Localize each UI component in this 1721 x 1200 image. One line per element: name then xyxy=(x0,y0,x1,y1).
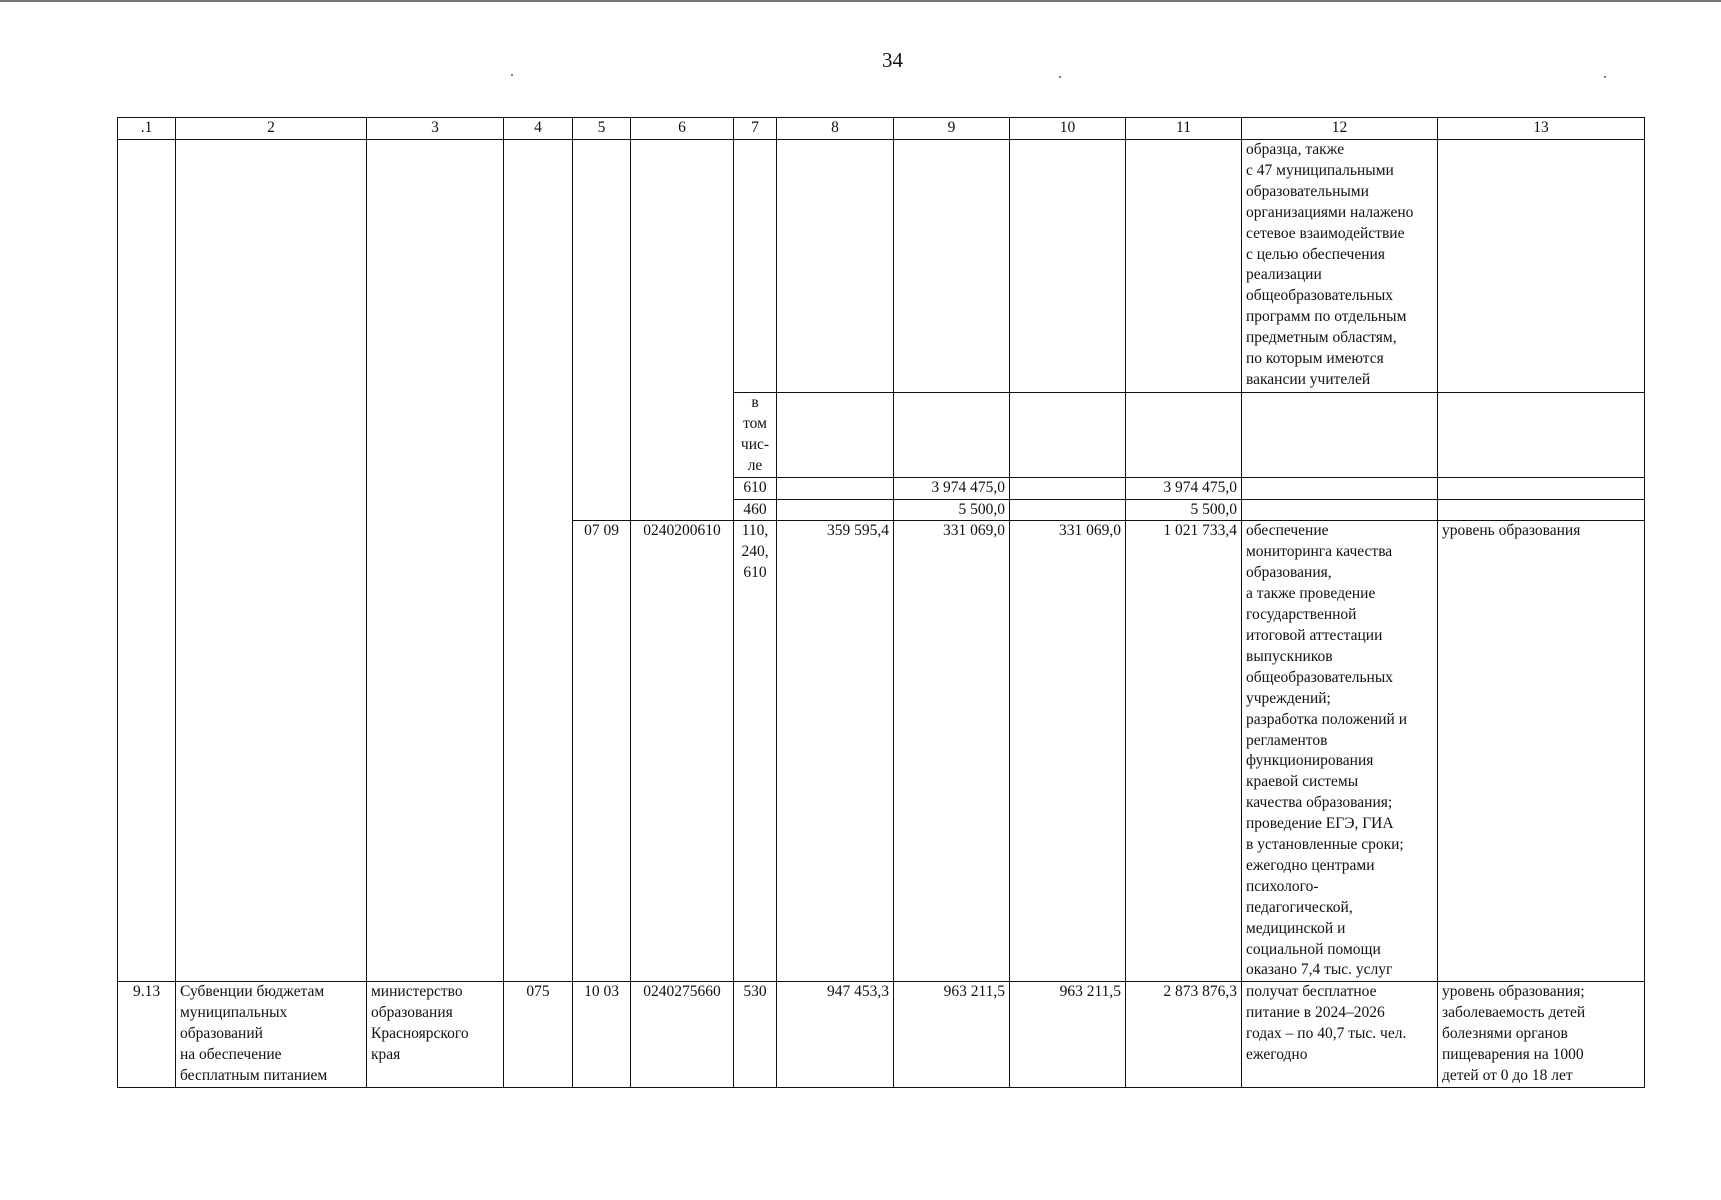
in-that-number-label: в том чис- ле xyxy=(734,393,777,478)
cell-c12 xyxy=(1242,477,1438,499)
cell-c10 xyxy=(1010,140,1126,393)
cell-c8: 359 595,4 xyxy=(777,521,894,982)
header-cell: 4 xyxy=(504,118,573,140)
cell-c12 xyxy=(1242,393,1438,478)
table-header-row xyxy=(118,118,1645,140)
cell-c9 xyxy=(894,140,1010,393)
cell-c4: 075 xyxy=(504,982,573,1088)
cell-c10 xyxy=(1010,477,1126,499)
continuation-note: образца, также с 47 муниципальными образовательными организациями налажено сетевое взаимодействие с целью обеспечения реализации общеобразовательных программ по отдельным предметным областям, по которым имеются вакансии учителей xyxy=(1242,140,1438,393)
cell-c13 xyxy=(1438,393,1645,478)
cell-c9: 3 974 475,0 xyxy=(894,477,1010,499)
header-cell: 12 xyxy=(1242,118,1438,140)
cell-c9 xyxy=(894,393,1010,478)
scan-speck xyxy=(1604,76,1606,78)
header-cell: .1 xyxy=(118,118,176,140)
cell-c11: 1 021 733,4 xyxy=(1126,521,1242,982)
cell-c7: 460 xyxy=(734,499,777,521)
cell-c5 xyxy=(573,140,631,521)
cell-c9: 331 069,0 xyxy=(894,521,1010,982)
indicator-cell: уровень образования; заболеваемость детей болезнями органов пищеварения на 1000 детей от 0 до 18 лет xyxy=(1438,982,1645,1088)
cell-c12 xyxy=(1242,499,1438,521)
cell-c5: 07 09 xyxy=(573,521,631,982)
cell-c11 xyxy=(1126,393,1242,478)
cell-c7 xyxy=(734,140,777,393)
cell-c7: 110, 240, 610 xyxy=(734,521,777,982)
cell-c8: 947 453,3 xyxy=(777,982,894,1088)
header-cell: 3 xyxy=(367,118,504,140)
cell-c8 xyxy=(777,393,894,478)
cell-c11 xyxy=(1126,140,1242,393)
header-cell: 10 xyxy=(1010,118,1126,140)
cell-c2 xyxy=(176,140,367,982)
result-description: обеспечение мониторинга качества образования, а также проведение государственной итоговой аттестации выпускников общеобразовательных учреждений; разработка положений и регламентов функционирования краевой системы качества образования; проведение ЕГЭ, ГИА в установленные сроки; ежегодно центрами психолого- педагогической, медицинской и социальной помощи оказано 7,4 тыс. услуг xyxy=(1242,521,1438,982)
header-cell: 11 xyxy=(1126,118,1242,140)
cell-c13 xyxy=(1438,140,1645,393)
cell-c1 xyxy=(118,140,176,982)
cell-c13 xyxy=(1438,477,1645,499)
cell-c8 xyxy=(777,477,894,499)
header-cell: 9 xyxy=(894,118,1010,140)
cell-c8 xyxy=(777,499,894,521)
cell-c10 xyxy=(1010,393,1126,478)
header-cell: 2 xyxy=(176,118,367,140)
cell-c9: 963 211,5 xyxy=(894,982,1010,1088)
cell-c10: 963 211,5 xyxy=(1010,982,1126,1088)
responsible-body: министерство образования Красноярского края xyxy=(367,982,504,1088)
page-number: 34 xyxy=(882,48,903,72)
cell-c10 xyxy=(1010,499,1126,521)
cell-c7: 610 xyxy=(734,477,777,499)
cell-c6: 0240275660 xyxy=(631,982,734,1088)
scan-top-edge xyxy=(0,0,1721,2)
measure-name: Субвенции бюджетам муниципальных образований на обеспечение бесплатным питанием xyxy=(176,982,367,1088)
header-cell: 8 xyxy=(777,118,894,140)
cell-c11: 3 974 475,0 xyxy=(1126,477,1242,499)
cell-c7: 530 xyxy=(734,982,777,1088)
cell-c8 xyxy=(777,140,894,393)
row-number: 9.13 xyxy=(118,982,176,1088)
table-row xyxy=(118,982,1645,1088)
indicator-cell: уровень образования xyxy=(1438,521,1645,982)
cell-c11: 2 873 876,3 xyxy=(1126,982,1242,1088)
cell-c11: 5 500,0 xyxy=(1126,499,1242,521)
cell-c13 xyxy=(1438,499,1645,521)
cell-c5: 10 03 xyxy=(573,982,631,1088)
scan-speck xyxy=(511,74,513,76)
cell-c6: 0240200610 xyxy=(631,521,734,982)
cell-c10: 331 069,0 xyxy=(1010,521,1126,982)
cell-c6 xyxy=(631,140,734,521)
budget-table xyxy=(117,117,1645,1088)
header-cell: 13 xyxy=(1438,118,1645,140)
header-cell: 7 xyxy=(734,118,777,140)
cell-c3 xyxy=(367,140,504,982)
header-cell: 5 xyxy=(573,118,631,140)
header-cell: 6 xyxy=(631,118,734,140)
scan-speck xyxy=(1059,76,1061,78)
cell-c9: 5 500,0 xyxy=(894,499,1010,521)
result-description: получат бесплатное питание в 2024–2026 годах – по 40,7 тыс. чел. ежегодно xyxy=(1242,982,1438,1088)
cell-c4 xyxy=(504,140,573,982)
table-row xyxy=(118,140,1645,393)
